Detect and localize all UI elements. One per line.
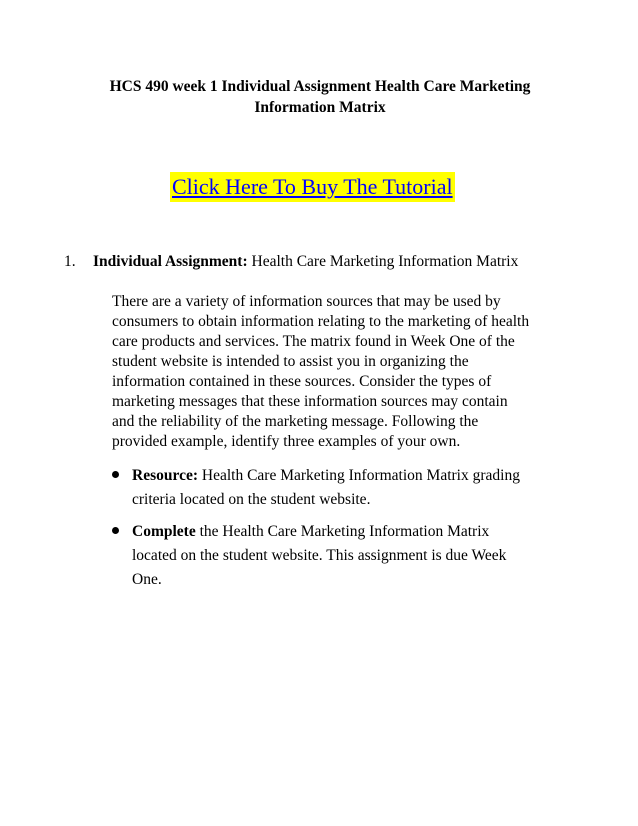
bullet-text — [132, 520, 506, 592]
description-line: There are a variety of information sources that may be used by — [112, 293, 501, 310]
description-line: and the reliability of the marketing message. Following the — [112, 413, 479, 430]
bullet-line — [132, 464, 520, 488]
bullet-label: Complete — [132, 523, 196, 540]
description-line: provided example, identify three examples of your own. — [112, 433, 461, 450]
buy-tutorial-link[interactable]: Click Here To Buy The Tutorial — [170, 172, 455, 202]
item-label: Individual Assignment: — [93, 253, 248, 270]
item-text: Health Care Marketing Information Matrix — [247, 253, 519, 270]
description-line: student website is intended to assist you in organizing the — [112, 353, 469, 370]
bullet-label: Resource: — [132, 467, 198, 484]
assignment-item — [64, 252, 518, 272]
title-line-2: Information Matrix — [254, 99, 386, 116]
bullet-dot-icon — [112, 471, 119, 478]
bullet-line-text: the Health Care Marketing Information Matrix — [195, 523, 490, 540]
assignment-description — [112, 292, 572, 452]
title-line-1: HCS 490 week 1 Individual Assignment Health Care Marketing — [109, 78, 531, 95]
bullet-dot-icon — [112, 527, 119, 534]
description-line: marketing messages that these information sources may contain — [112, 393, 508, 410]
document-title — [60, 76, 580, 118]
bullet-text — [132, 464, 520, 512]
bullet-line: located on the student website. This assignment is due Week — [132, 547, 507, 564]
bullet-line: One. — [132, 571, 162, 588]
description-line: consumers to obtain information relating to the marketing of health — [112, 313, 530, 330]
bullet-line-text: Health Care Marketing Information Matrix grading — [198, 467, 520, 484]
description-line: information contained in these sources. Consider the types of — [112, 373, 492, 390]
bullet-line — [132, 520, 506, 544]
bullet-line: criteria located on the student website. — [132, 491, 371, 508]
description-line: care products and services. The matrix found in Week One of the — [112, 333, 515, 350]
item-number: 1. — [64, 253, 76, 270]
